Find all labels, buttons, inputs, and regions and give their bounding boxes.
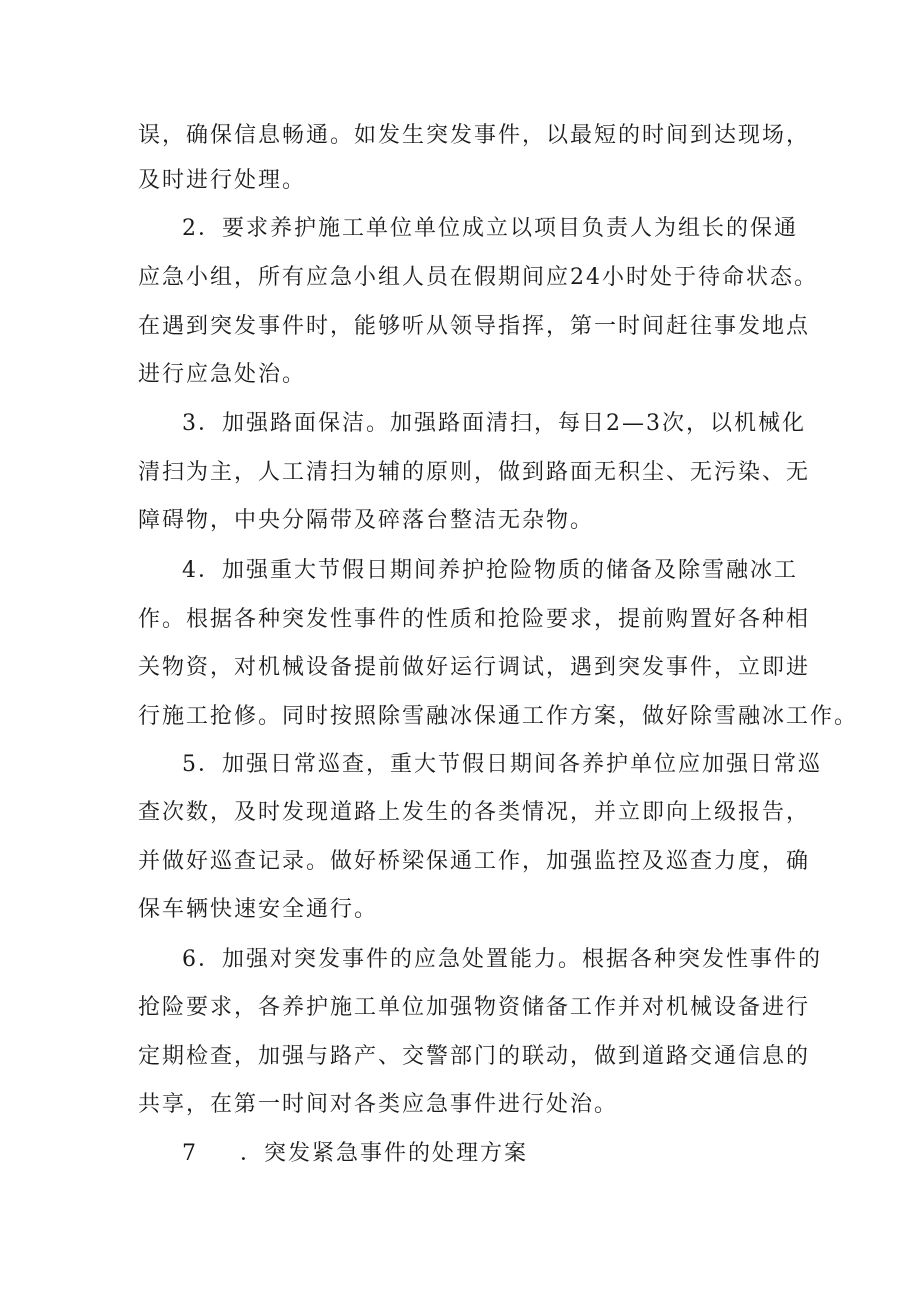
- section-7-number: 7: [182, 1141, 198, 1166]
- paragraph-2-line-2: 应急小组，所有应急小组人员在假期间应24小时处于待命状态。: [138, 265, 818, 290]
- section-7-title: ．突发紧急事件的处理方案: [240, 1141, 529, 1166]
- paragraph-6-line-2: 抢险要求，各养护施工单位加强物资储备工作并对机械设备进行: [138, 995, 811, 1020]
- paragraph-2-line-4: 进行应急处治。: [138, 362, 307, 387]
- paragraph-6-line-4: 共享，在第一时间对各类应急事件进行处治。: [138, 1092, 619, 1117]
- paragraph-5-line-3: 并做好巡查记录。做好桥梁保通工作，加强监控及巡查力度，确: [138, 849, 811, 874]
- section-7-heading: [182, 1139, 528, 1169]
- paragraph-3-line-1: 3．加强路面保洁。加强路面清扫，每日2—3次，以机械化: [182, 411, 806, 436]
- paragraph-5-line-1: 5．加强日常巡查，重大节假日期间各养护单位应加强日常巡: [182, 752, 822, 777]
- paragraph-4-line-1: 4．加强重大节假日期间养护抢险物质的储备及除雪融冰工: [182, 558, 798, 583]
- paragraph-6-line-1: 6．加强对突发事件的应急处置能力。根据各种突发性事件的: [182, 947, 822, 972]
- paragraph-6-line-3: 定期检查，加强与路产、交警部门的联动，做到道路交通信息的: [138, 1044, 811, 1069]
- paragraph-2-line-3: 在遇到突发事件时，能够听从领导指挥，第一时间赶往事发地点: [138, 314, 811, 339]
- paragraph-4-line-3: 关物资，对机械设备提前做好运行调试，遇到突发事件，立即进: [138, 655, 811, 680]
- paragraph-2-line-1: 2．要求养护施工单位单位成立以项目负责人为组长的保通: [182, 216, 798, 241]
- paragraph-4-line-4: 行施工抢修。同时按照除雪融冰保通工作方案，做好除雪融冰工作。: [138, 704, 859, 729]
- paragraph-5-line-2: 查次数，及时发现道路上发生的各类情况，并立即向上级报告，: [138, 800, 811, 825]
- text-line-1: 误，确保信息畅通。如发生突发事件，以最短的时间到达现场，: [138, 123, 811, 148]
- paragraph-5-line-4: 保车辆快速安全通行。: [138, 897, 379, 922]
- paragraph-3-line-3: 障碍物，中央分隔带及碎落台整洁无杂物。: [138, 508, 595, 533]
- paragraph-4-line-2: 作。根据各种突发性事件的性质和抢险要求，提前购置好各种相: [138, 607, 811, 632]
- paragraph-3-line-2: 清扫为主，人工清扫为辅的原则，做到路面无积尘、无污染、无: [138, 460, 811, 485]
- text-line-2: 及时进行处理。: [138, 168, 307, 193]
